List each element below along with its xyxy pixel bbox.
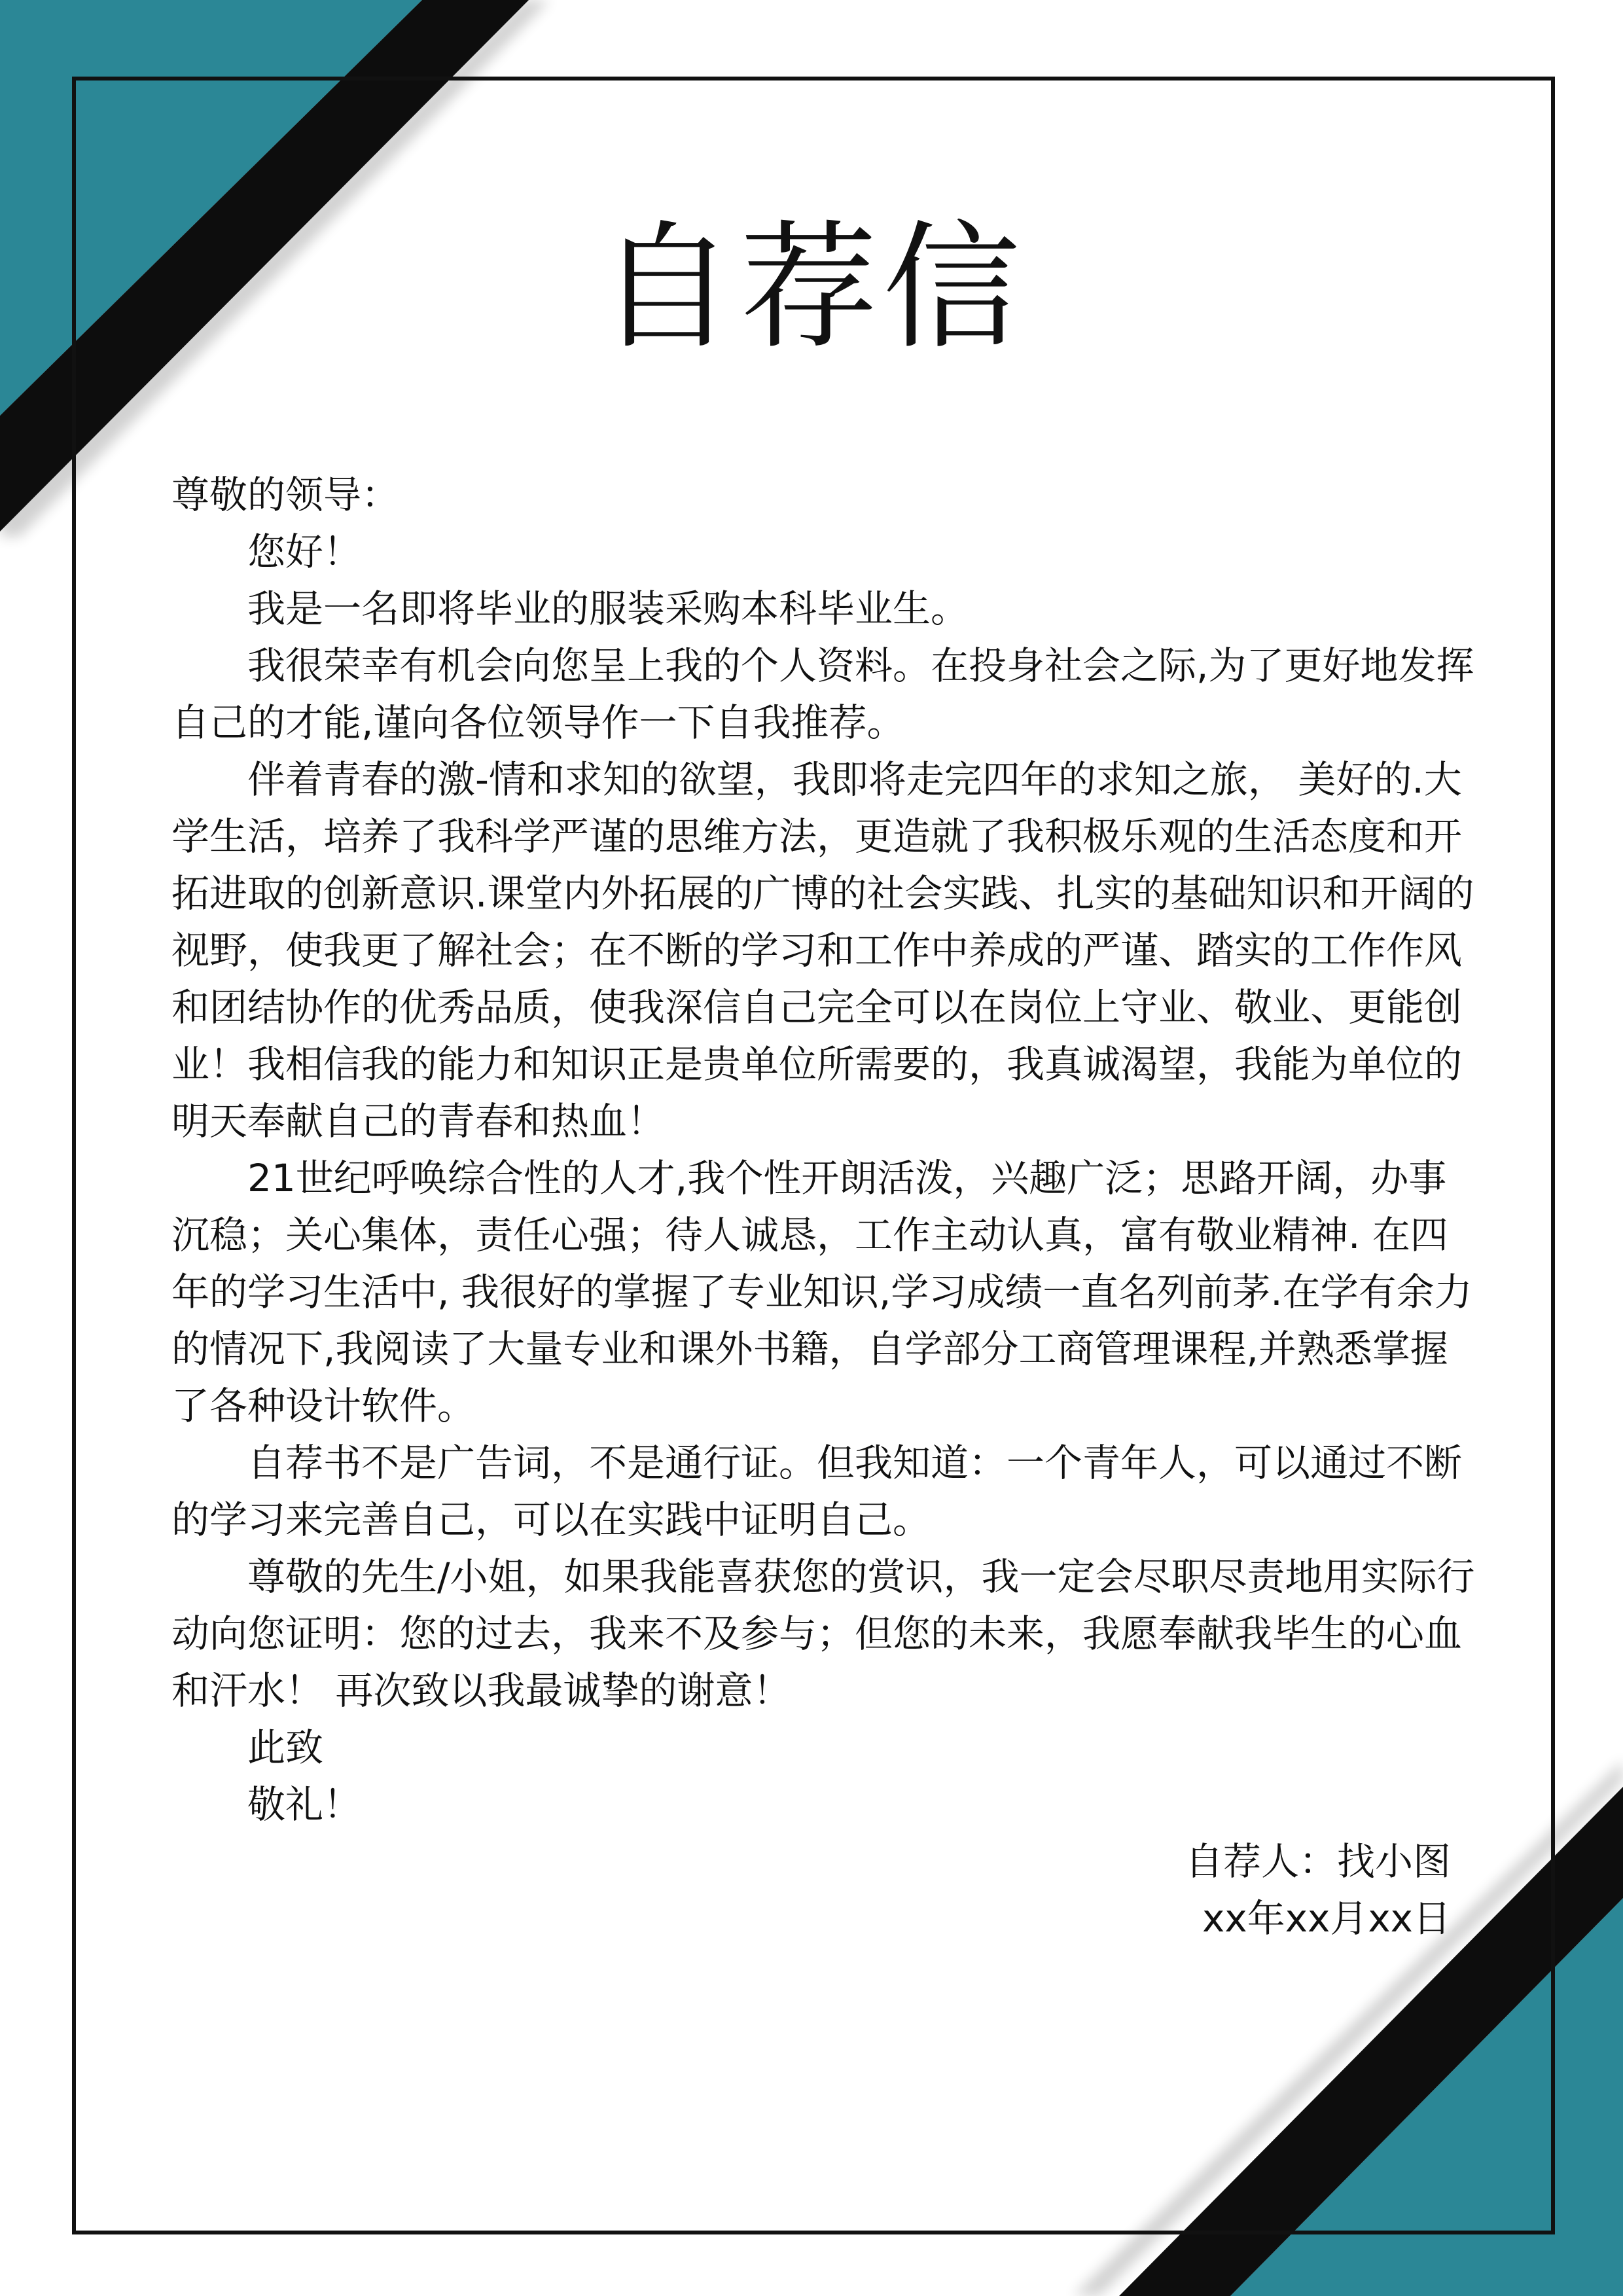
paragraph-personality: 21世纪呼唤综合性的人才,我个性开朗活泼，兴趣广泛；思路开阔，办事沉稳；关心集体，责任心强；待人诚恳，工作主动认真，富有敬业精神. 在四年的学习生活中, 我很好的掌握了专业知识,学习成绩一直名列前茅.在学有余力的情况下,我阅读了大量专业和课外书籍，自学部分工商管理课程,并熟悉掌握了各种设计软件。 (171, 1156, 1472, 1428)
closing-ci-zhi: 此致 (247, 1725, 324, 1770)
greeting: 您好！ (247, 529, 362, 574)
paragraph-self-improvement: 自荐书不是广告词，不是通行证。但我知道：一个青年人，可以通过不断的学习来完善自己，可以在实践中证明自己。 (171, 1441, 1463, 1542)
letter-title: 自荐信 (597, 207, 1026, 368)
signature-date: xx年xx月xx日 (1202, 1896, 1451, 1941)
paragraph-commitment: 尊敬的先生/小姐，如果我能喜获您的赏识，我一定会尽职尽责地用实际行动向您证明：您的过去，我来不及参与；但您的未来，我愿奉献我毕生的心血和汗水！ 再次致以我最诚挚的谢意！ (171, 1554, 1475, 1713)
salutation: 尊敬的领导： (171, 473, 400, 517)
paragraph-intro: 我是一名即将毕业的服装采购本科毕业生。 (247, 586, 969, 631)
letter-body (171, 467, 1477, 1947)
closing-jing-li: 敬礼！ (247, 1782, 362, 1827)
paragraph-purpose: 我很荣幸有机会向您呈上我的个人资料。在投身社会之际,为了更好地发挥自己的才能,谨向各位领导作一下自我推荐。 (171, 643, 1474, 745)
signature-name: 自荐人：找小图 (1185, 1839, 1451, 1884)
paragraph-university-life: 伴着青春的激-情和求知的欲望，我即将走完四年的求知之旅， 美好的.大学生活，培养了我科学严谨的思维方法，更造就了我积极乐观的生活态度和开拓进取的创新意识.课堂内外拓展的广博的社会实践、扎实的基础知识和开阔的视野，使我更了解社会；在不断的学习和工作中养成的严谨、踏实的工作作风和团结协作的优秀品质，使我深信自己完全可以在岗位上守业、敬业、更能创业！我相信我的能力和知识正是贵单位所需要的，我真诚渴望，我能为单位的明天奉献自己的青春和热血！ (171, 757, 1474, 1143)
